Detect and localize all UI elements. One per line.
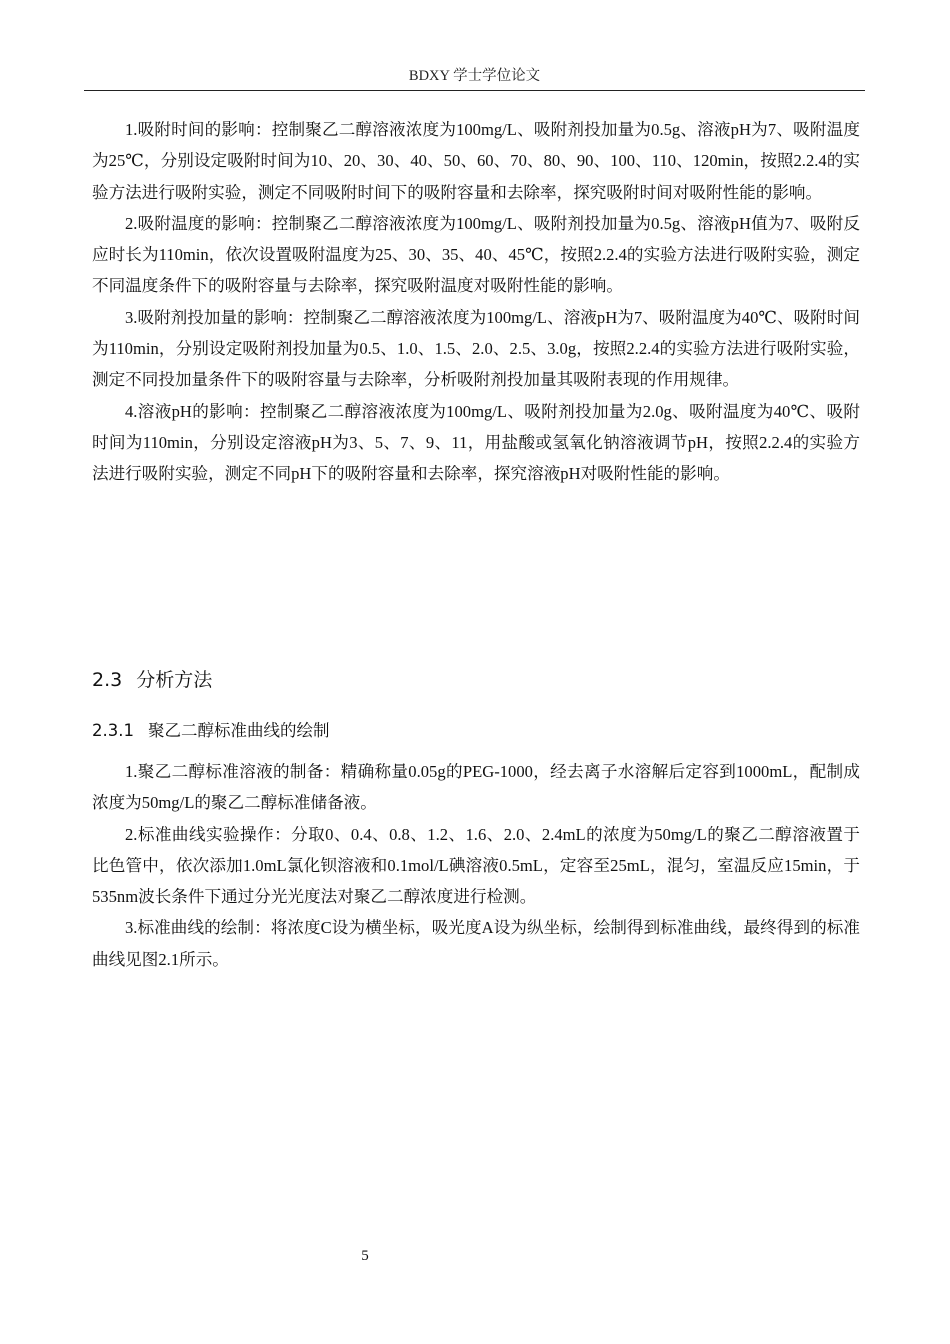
paragraph-adsorption-temperature: 2.吸附温度的影响：控制聚乙二醇溶液浓度为100mg/L、吸附剂投加量为0.5g、溶液pH值为7、吸附反应时长为110min，依次设置吸附温度为25、30、35、40、45℃，按照2.2.4的实验方法进行吸附实验，测定不同温度条件下的吸附容量与去除率，探究吸附温度对吸附性能的影响。 [92, 213, 860, 296]
paragraph-adsorption-time: 1.吸附时间的影响：控制聚乙二醇溶液浓度为100mg/L、吸附剂投加量为0.5g、溶液pH为7、吸附温度为25℃，分别设定吸附时间为10、20、30、40、50、60、70、80、90、100、110、120min，按照2.2.4的实验方法进行吸附实验，测定不同吸附时间下的吸附容量和去除率，探究吸附时间对吸附性能的影响。 [92, 120, 860, 202]
section-number: 2.3 [92, 669, 123, 691]
paragraph-solution-ph: 4.溶液pH的影响：控制聚乙二醇溶液浓度为100mg/L、吸附剂投加量为2.0g、吸附温度为40℃、吸附时间为110min，分别设定溶液pH为3、5、7、9、11，用盐酸或氢氧化钠溶液调节pH，按照2.2.4的实验方法进行吸附实验，测定不同pH下的吸附容量和去除率，探究溶液pH对吸附性能的影响。 [92, 401, 860, 484]
paragraph-adsorbent-dosage: 3.吸附剂投加量的影响：控制聚乙二醇溶液浓度为100mg/L、溶液pH为7、吸附温度为40℃、吸附时间为110min，分别设定吸附剂投加量为0.5、1.0、1.5、2.0、2.5、3.0g，按照2.2.4的实验方法进行吸附实验，测定不同投加量条件下的吸附容量与去除率，分析吸附剂投加量其吸附表现的作用规律。 [92, 307, 860, 390]
running-header: BDXY 学士学位论文 [84, 62, 865, 91]
paragraph-standard-solution: 1.聚乙二醇标准溶液的制备：精确称量0.05g的PEG-1000，经去离子水溶解后定容到1000mL，配制成浓度为50mg/L的聚乙二醇标准储备液。 [92, 762, 860, 813]
experiment-conditions-section [92, 114, 860, 490]
paragraph-curve-plotting: 3.标准曲线的绘制：将浓度C设为横坐标，吸光度A设为纵坐标，绘制得到标准曲线，最终得到的标准曲线见图2.1所示。 [92, 918, 860, 969]
subsection-heading-2-3-1 [92, 716, 329, 746]
subsection-title: 聚乙二醇标准曲线的绘制 [147, 721, 330, 740]
section-heading-2-3 [92, 664, 212, 696]
paragraph-curve-procedure: 2.标准曲线实验操作：分取0、0.4、0.8、1.2、1.6、2.0、2.4mL的浓度为50mg/L的聚乙二醇溶液置于比色管中，依次添加1.0mL氯化钡溶液和0.1mol/L碘溶液0.5mL，定容至25mL，混匀，室温反应15min，于535nm波长条件下通过分光光度法对聚乙二醇浓度进行检测。 [92, 824, 860, 907]
subsection-number: 2.3.1 [92, 721, 134, 740]
standard-curve-section [92, 756, 860, 975]
page-number: 5 [361, 1248, 369, 1264]
section-title: 分析方法 [136, 669, 213, 691]
